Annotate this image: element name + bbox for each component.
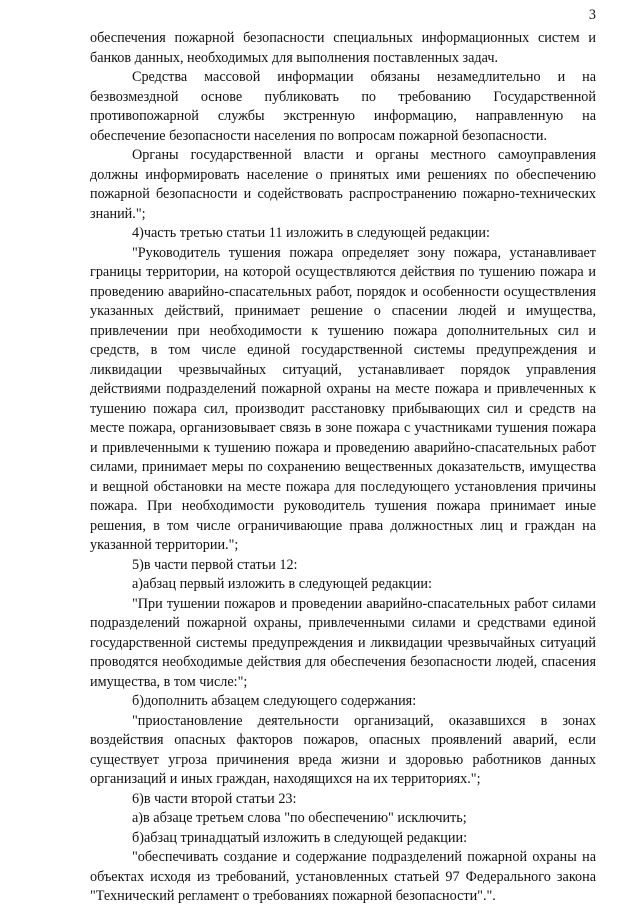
paragraph-9: б)дополнить абзацем следующего содержания: — [132, 693, 417, 709]
paragraph-8: "При тушении пожаров и проведении аварийно-спасательных работ силами подразделений пожарной охраны, привлеченными силами и средствами единой государственной системы предупреждения и ликвидации чрезвычайных ситуаций проводятся необходимые действия для обеспечения безопасности людей, спасения имущества, в том числе:"; — [90, 595, 596, 690]
page-number: 3 — [588, 7, 596, 23]
paragraph-11: 6)в части второй статьи 23: — [132, 790, 297, 807]
paragraph-7: а)абзац первый изложить в следующей редакции: — [132, 576, 432, 592]
paragraph-13: б)абзац тринадцатый изложить в следующей редакции: — [132, 829, 468, 846]
paragraph-3: Органы государственной власти и органы местного самоуправления должны информировать население о принятых ими решениях по обеспечению пожарной безопасности и содействовать распространению пожарно-технических знаний."; — [90, 147, 596, 222]
paragraph-4: 4)часть третью статьи 11 изложить в следующей редакции: — [132, 225, 490, 241]
paragraph-12: а)в абзаце третьем слова "по обеспечению" исключить; — [132, 810, 467, 826]
paragraph-1: обеспечения пожарной безопасности специальных информационных систем и банков данных, необходимых для выполнения поставленных задач. — [90, 30, 596, 66]
document-body — [90, 20, 596, 907]
paragraph-14: "обеспечивать создание и содержание подразделений пожарной охраны на объектах исходя из требований, установленных статьей 97 Федерального закона "Технический регламент о требованиях пожарной безопасности".". — [90, 849, 596, 904]
paragraph-5: "Руководитель тушения пожара определяет зону пожара, устанавливает границы территории, на которой осуществляются действия по тушению пожара и проведению аварийно-спасательных работ, порядок и особенности осуществления указанных действий, принимает решение о спасении людей и имущества, привлечении при необходимости к тушению пожара дополнительных сил и средств, в том числе единой государственной системы предупреждения и ликвидации чрезвычайных ситуаций, устанавливает порядок управления действиями подразделений пожарной охраны на месте пожара и привлеченных к тушению пожара сил, производит расстановку прибывающих сил и средств на месте пожара, организовывает связь в зоне пожара с участниками тушения пожара и привлеченными к тушению пожара и проведению аварийно-спасательных работ силами, принимает меры по сохранению вещественных доказательств, имущества и вещной обстановки на месте пожара для последующего установления причины пожара. При необходимости руководитель тушения пожара принимает иные решения, в том числе ограничивающие права должностных лиц и граждан на указанной территории."; — [90, 244, 596, 553]
paragraph-10: "приостановление деятельности организаций, оказавшихся в зонах воздействия опасных факторов пожаров, опасных проявлений аварий, если существует угроза причинения вреда жизни и здоровью работников данных организаций и иных граждан, находящихся на их территориях."; — [90, 712, 596, 787]
paragraph-2: Средства массовой информации обязаны незамедлительно и на безвозмездной основе публиковать по требованию Государственной противопожарной службы экстренную информацию, направленную на обеспечение безопасности населения по вопросам пожарной безопасности. — [90, 69, 596, 144]
paragraph-6: 5)в части первой статьи 12: — [132, 556, 298, 573]
